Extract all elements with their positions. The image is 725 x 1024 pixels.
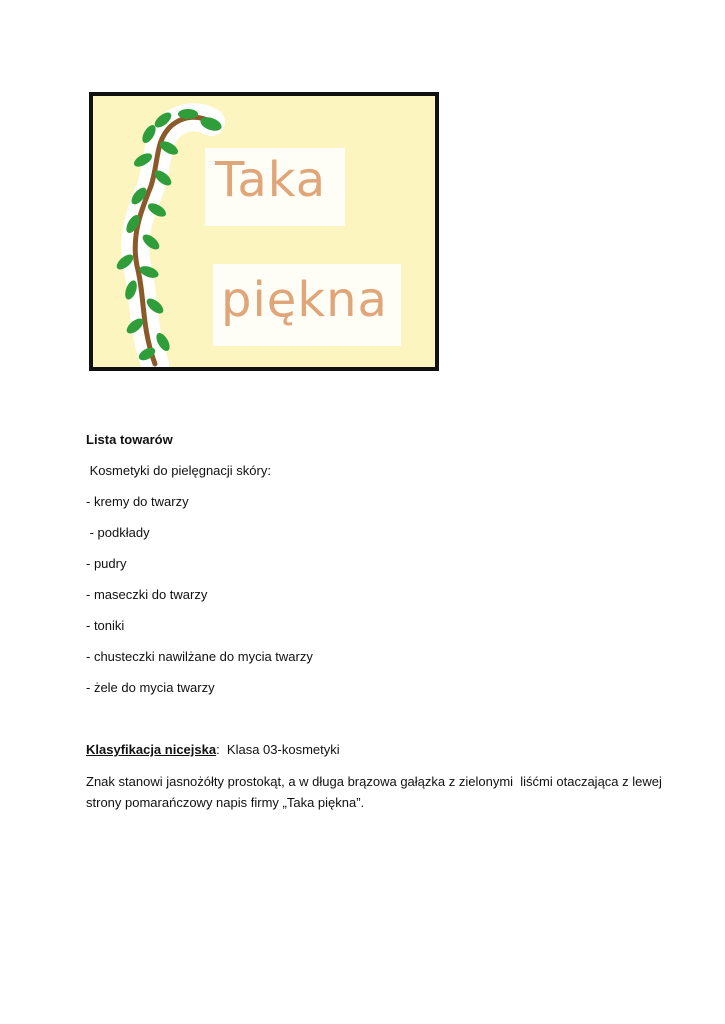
- taka-piekna-logo: [89, 92, 439, 371]
- classification-value: : Klasa 03-kosmetyki: [216, 742, 340, 757]
- list-item: - chusteczki nawilżane do mycia twarzy: [86, 649, 313, 664]
- description-line-2: strony pomarańczowy napis firmy „Taka piękna”.: [86, 795, 365, 810]
- goods-intro: Kosmetyki do pielęgnacji skóry:: [86, 463, 271, 478]
- classification-line: [86, 741, 340, 759]
- description-line-1: Znak stanowi jasnożółty prostokąt, a w długa brązowa gałązka z zielonymi liśćmi otaczająca z lewej: [86, 774, 662, 789]
- list-item: - kremy do twarzy: [86, 494, 189, 509]
- list-item: - maseczki do twarzy: [86, 587, 208, 602]
- list-item: - toniki: [86, 618, 125, 633]
- list-item: - podkłady: [86, 525, 150, 540]
- classification-label: Klasyfikacja nicejska: [86, 742, 217, 757]
- list-item: - żele do mycia twarzy: [86, 680, 215, 695]
- logo-text-line2: piękna: [221, 272, 388, 328]
- logo-text-line1: Taka: [215, 152, 327, 208]
- goods-list-heading: Lista towarów: [86, 432, 173, 447]
- list-item: - pudry: [86, 556, 127, 571]
